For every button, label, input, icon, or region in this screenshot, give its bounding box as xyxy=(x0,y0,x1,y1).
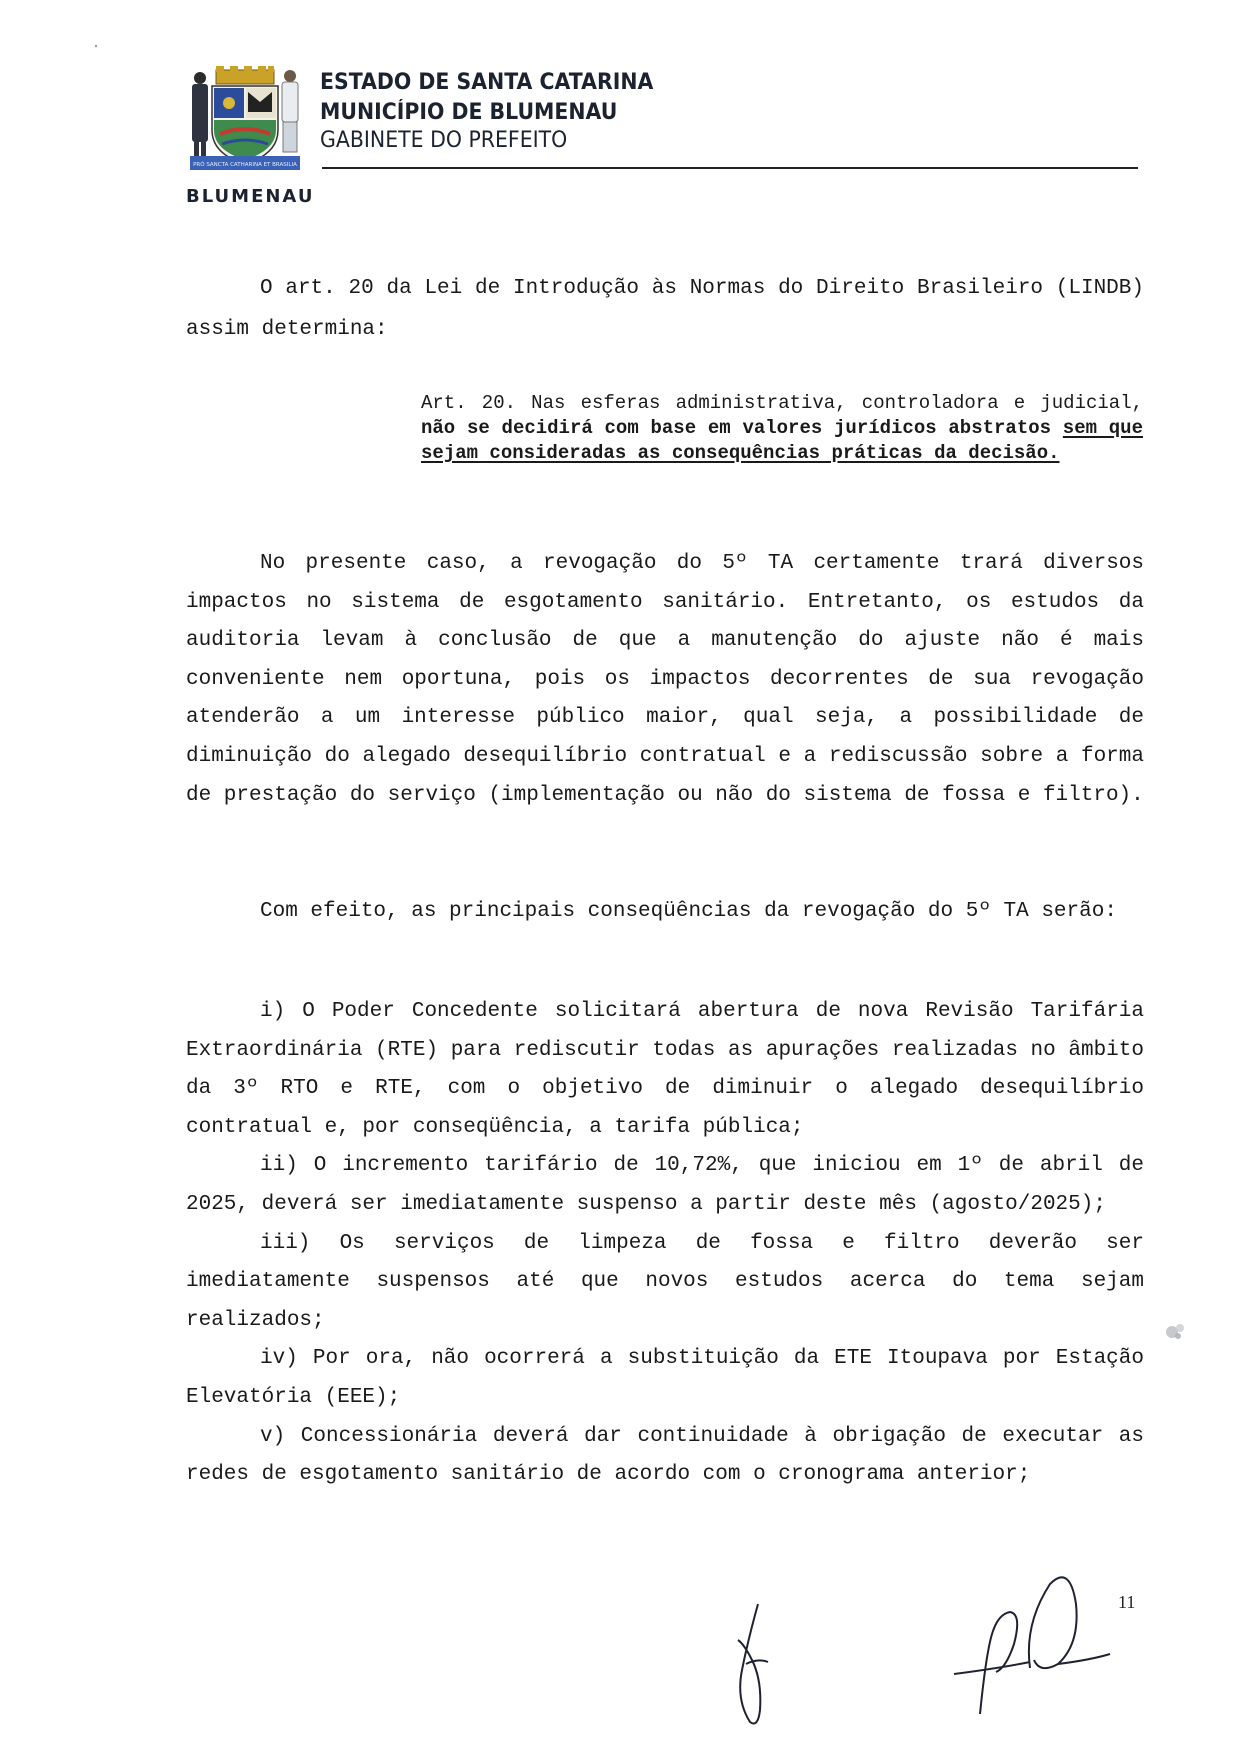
coat-banner-motto: PRÓ SANCTA CATHARINA ET BRASILIA xyxy=(193,162,297,168)
header-office: GABINETE DO PREFEITO xyxy=(320,128,568,153)
initials-signature-left xyxy=(728,1600,776,1730)
quote-underlined: sem que sejam consideradas as consequências práticas da decisão. xyxy=(421,417,1143,464)
header-municipality: MUNICÍPIO DE BLUMENAU xyxy=(320,100,618,125)
consequences-intro xyxy=(186,893,1144,932)
header-state: ESTADO DE SANTA CATARINA xyxy=(320,70,654,95)
page-number: 11 xyxy=(1118,1592,1136,1612)
list-item: iv) Por ora, não ocorrerá a substituição da ETE Itoupava por Estação Elevatória (EEE); xyxy=(186,1347,1144,1409)
list-item: iii) Os serviços de limpeza de fossa e filtro deverão ser imediatamente suspensos até que novos estudos acerca do tema sejam realizados; xyxy=(186,1231,1144,1332)
coat-label: BLUMENAU xyxy=(186,186,315,207)
initials-signature-right xyxy=(940,1564,1120,1724)
coat-shield xyxy=(212,86,278,164)
list-item: i) O Poder Concedente solicitará abertura de nova Revisão Tarifária Extraordinária (RTE) para rediscutir todas as apurações realizadas no âmbito da 3º RTO e RTE, com o objetivo de diminuir o alegado desequilíbrio contratual e, por conseqüência, a tarifa pública; xyxy=(186,1000,1144,1139)
coat-banner xyxy=(190,156,300,170)
coat-mural-crown xyxy=(216,66,274,84)
intro-text: O art. 20 da Lei de Introdução às Normas do Direito Brasileiro (LINDB) assim determina: xyxy=(186,277,1144,341)
list-item: ii) O incremento tarifário de 10,72%, que iniciou em 1º de abril de 2025, deverá ser imediatamente suspenso a partir deste mês (agosto/2025); xyxy=(186,1154,1144,1216)
coat-supporter-left xyxy=(192,72,208,156)
intro-paragraph xyxy=(186,268,1144,350)
blumenau-coat-of-arms xyxy=(186,64,304,184)
margin-smudge xyxy=(1160,1318,1194,1346)
header-divider xyxy=(322,167,1138,169)
legal-quote xyxy=(421,391,1143,466)
quote-lead: Art. 20. Nas esferas administrativa, controladora e judicial, xyxy=(421,392,1143,414)
coat-supporter-right xyxy=(282,70,298,152)
scan-speck xyxy=(94,44,98,48)
quote-bold: não se decidirá com base em valores jurídicos abstratos xyxy=(421,417,1063,439)
list-item: v) Concessionária deverá dar continuidade à obrigação de executar as redes de esgotamento sanitário de acordo com o cronograma anterior; xyxy=(186,1424,1144,1487)
case-text: No presente caso, a revogação do 5º TA certamente trará diversos impactos no sistema de esgotamento sanitário. Entretanto, os estudos da auditoria levam à conclusão de que a manutenção do ajuste não é mais conveniente nem oportuna, pois os impactos decorrentes de sua revogação atenderão a um interesse público maior, qual seja, a possibilidade de diminuição do alegado desequilíbrio contratual e a rediscussão sobre a forma de prestação do serviço (implementação ou não do sistema de fossa e filtro). xyxy=(186,552,1144,807)
case-paragraph xyxy=(186,545,1144,815)
consequences-list xyxy=(186,993,1144,1495)
consequences-intro-text: Com efeito, as principais conseqüências da revogação do 5º TA serão: xyxy=(260,900,1117,923)
